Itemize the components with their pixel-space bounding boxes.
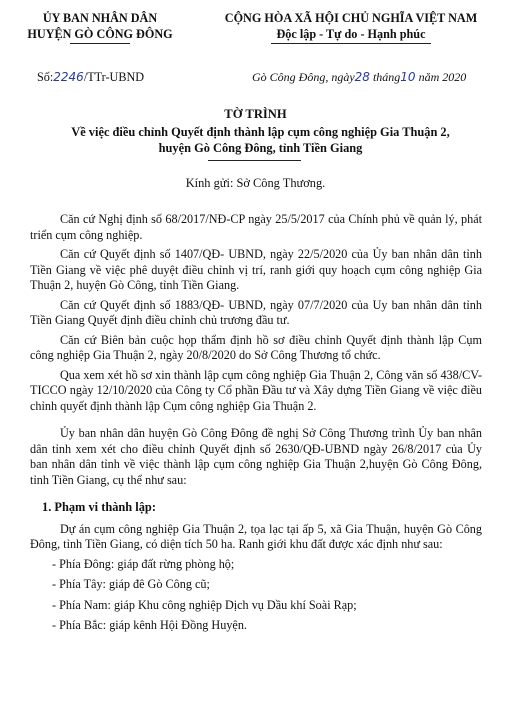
recipient-line: Kính gửi: Sở Công Thương. — [185, 176, 326, 190]
place-date-part1: Gò Công Đông, ngày — [252, 70, 355, 84]
document-number — [37, 70, 144, 85]
paragraph-legal-basis-1: Căn cứ Nghị định số 68/2017/NĐ-CP ngày 25/5/2017 của Chính phủ về quản lý, phát triển cụm công nghiệp. — [30, 212, 482, 242]
nation-line-2: Độc lập - Tự do - Hạnh phúc — [276, 27, 426, 41]
title-divider — [208, 160, 301, 161]
org-line-1: ỦY BAN NHÂN DÂN — [42, 11, 158, 25]
document-subtitle — [40, 124, 481, 156]
doc-number-suffix: /TTr-UBND — [83, 70, 145, 84]
issuing-authority — [20, 10, 180, 44]
national-motto — [193, 10, 509, 44]
paragraph-legal-basis-3: Căn cứ Quyết định số 1883/QĐ- UBND, ngày 07/7/2020 của Uy ban nhân dân tỉnh Tiền Giang Quyết định điều chỉnh chủ trương đầu tư. — [30, 297, 482, 327]
place-date — [252, 70, 466, 85]
doc-number-prefix: Số: — [37, 70, 54, 84]
date-month-handwritten: 10 — [400, 70, 416, 84]
document-body — [30, 212, 482, 639]
motto-underline — [271, 43, 431, 44]
document-title: TỜ TRÌNH — [224, 107, 287, 121]
boundary-east: - Phía Đông: giáp đất rừng phòng hộ; — [52, 556, 235, 571]
nation-line-1: CỘNG HÒA XÃ HỘI CHỦ NGHĨA VIỆT NAM — [224, 11, 478, 25]
place-date-part3: năm 2020 — [418, 70, 467, 84]
date-day-handwritten: 28 — [354, 70, 370, 84]
doc-number-handwritten: 2246 — [53, 70, 84, 84]
org-underline — [70, 43, 130, 44]
boundary-north: - Phía Bắc: giáp kênh Hội Đồng Huyện. — [52, 618, 247, 632]
subtitle-line-1: Về việc điều chỉnh Quyết định thành lập cụm công nghiệp Gia Thuận 2, — [71, 125, 450, 139]
boundary-west: - Phía Tây: giáp đê Gò Công cũ; — [52, 577, 210, 591]
boundary-south: - Phía Nam: giáp Khu công nghiệp Dịch vụ Dầu khí Soài Rạp; — [52, 597, 357, 612]
org-line-2: HUYỆN GÒ CÔNG ĐÔNG — [27, 27, 173, 41]
place-date-part2: tháng — [372, 70, 401, 84]
section-1-intro: Dự án cụm công nghiệp Gia Thuận 2, tọa lạc tại ấp 5, xã Gia Thuận, huyện Gò Công Đông, tỉnh Tiền Giang, có diện tích 50 ha. Ranh giới khu đất được xác định như sau: — [30, 521, 482, 551]
paragraph-proposal: Ủy ban nhân dân huyện Gò Công Đông đề nghị Sở Công Thương trình Ủy ban nhân dân tỉnh xem xét cho điều chỉnh Quyết định số 2630/QĐ-UBND ngày 26/8/2017 của Ủy ban nhân dân tỉnh về việc thành lập cụm công nghiệp Gia Thuận 2,huyện Gò Công Đông, tỉnh Tiền Giang, cụ thể như sau: — [30, 426, 482, 487]
section-1-heading: 1. Phạm vi thành lập: — [42, 500, 156, 514]
paragraph-legal-basis-2: Căn cứ Quyết định số 1407/QĐ- UBND, ngày 22/5/2020 của Ủy ban nhân dân tỉnh Tiền Giang về việc phê duyệt điều chỉnh vị trí, ranh giới quy hoạch cụm công nghiệp Gia Thuận 2, huyện Gò Công, tỉnh Tiền Giang. — [30, 247, 482, 292]
subtitle-line-2: huyện Gò Công Đông, tỉnh Tiền Giang — [158, 141, 363, 155]
paragraph-review: Qua xem xét hồ sơ xin thành lập cụm công nghiệp Gia Thuận 2, Công văn số 438/CV-TICCO ngày 12/10/2020 của Công ty Cổ phần Đầu tư và Xây dựng Tiền Giang về việc điều chỉnh quyết định thành lập Cụm công nghiệp Gia Thuận 2. — [30, 367, 482, 413]
paragraph-legal-basis-4: Căn cứ Biên bản cuộc họp thẩm định hồ sơ điều chỉnh Quyết định thành lập Cụm công nghiệp Gia Thuận 2, ngày 20/8/2020 do Sở Công Thương tổ chức. — [30, 332, 482, 362]
